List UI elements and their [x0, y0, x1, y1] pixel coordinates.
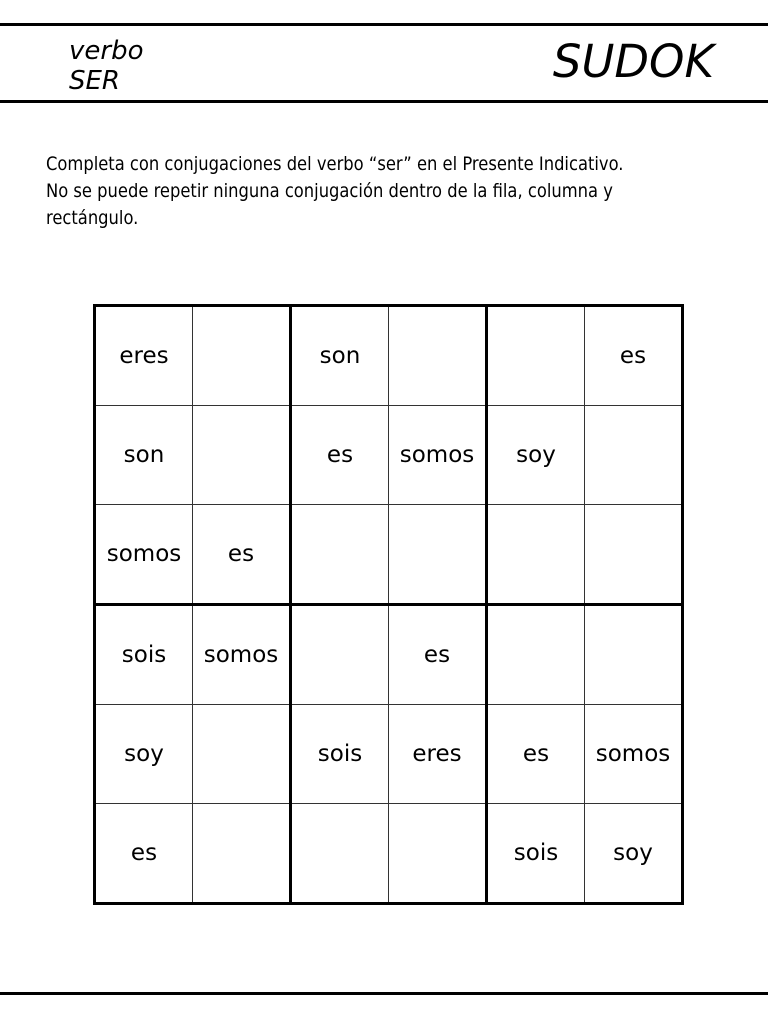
grid-cell[interactable]	[193, 804, 291, 904]
grid-cell[interactable]	[291, 406, 389, 505]
grid-cell[interactable]	[585, 804, 683, 904]
grid-cell-value: es	[423, 641, 451, 668]
grid-cell[interactable]	[487, 406, 585, 505]
grid-cell[interactable]	[389, 306, 487, 406]
verb-title	[69, 36, 143, 96]
grid-cell[interactable]	[193, 505, 291, 605]
grid-cell-value: sois	[513, 839, 559, 866]
grid-cell-value: somos	[595, 740, 671, 767]
grid-cell[interactable]	[95, 505, 193, 605]
grid-cell-value: soy	[613, 839, 653, 866]
grid-cell[interactable]	[291, 804, 389, 904]
grid-cell[interactable]	[487, 804, 585, 904]
grid-cell-value: es	[130, 839, 158, 866]
grid-row	[95, 605, 683, 705]
bottom-rule	[0, 992, 768, 995]
instructions	[46, 151, 648, 232]
instructions-line-3: rectángulo.	[46, 207, 139, 229]
grid-cell[interactable]	[389, 804, 487, 904]
grid-row	[95, 705, 683, 804]
grid-cell-value: somos	[106, 540, 182, 567]
grid-cell-value: es	[619, 342, 647, 369]
grid-cell-value: son	[123, 441, 165, 468]
grid-cell[interactable]	[193, 406, 291, 505]
grid-cell[interactable]	[585, 505, 683, 605]
grid-cell-value: eres	[119, 342, 169, 369]
grid-cell[interactable]	[585, 306, 683, 406]
grid-cell[interactable]	[95, 406, 193, 505]
grid-cell[interactable]	[585, 406, 683, 505]
grid-cell-value: es	[227, 540, 255, 567]
grid-row	[95, 804, 683, 904]
grid-cell[interactable]	[95, 705, 193, 804]
header-rule	[0, 100, 768, 103]
grid-cell[interactable]	[389, 406, 487, 505]
grid-row	[95, 505, 683, 605]
grid-cell[interactable]	[487, 505, 585, 605]
grid-cell[interactable]	[291, 306, 389, 406]
grid-cell[interactable]	[291, 705, 389, 804]
sudoku-grid	[93, 304, 684, 905]
instructions-line-2: No se puede repetir ninguna conjugación dentro de la fila, columna y	[46, 180, 613, 202]
grid-cell[interactable]	[95, 605, 193, 705]
grid-cell-value: sois	[121, 641, 167, 668]
grid-cell[interactable]	[95, 306, 193, 406]
grid-cell[interactable]	[487, 306, 585, 406]
grid-row	[95, 306, 683, 406]
top-rule	[0, 23, 768, 26]
grid-cell-value: eres	[412, 740, 462, 767]
grid-cell-value: son	[319, 342, 361, 369]
instructions-line-1: Completa con conjugaciones del verbo “ser” en el Presente Indicativo.	[46, 153, 624, 175]
grid-cell[interactable]	[487, 605, 585, 705]
verb-title-line-1: verbo	[69, 36, 144, 66]
grid-cell-value: sois	[317, 740, 363, 767]
grid-cell-value: soy	[124, 740, 164, 767]
page-title: SUDOK	[552, 35, 714, 88]
grid-cell[interactable]	[95, 804, 193, 904]
grid-cell[interactable]	[193, 306, 291, 406]
grid-cell[interactable]	[291, 605, 389, 705]
grid-cell-value: soy	[516, 441, 556, 468]
grid-cell[interactable]	[193, 705, 291, 804]
grid-cell[interactable]	[193, 605, 291, 705]
grid-cell[interactable]	[487, 705, 585, 804]
grid-cell-value: somos	[399, 441, 475, 468]
grid-cell[interactable]	[585, 605, 683, 705]
grid-cell-value: somos	[203, 641, 279, 668]
grid-cell[interactable]	[389, 705, 487, 804]
verb-title-line-2: SER	[69, 66, 120, 96]
grid-cell[interactable]	[585, 705, 683, 804]
grid-cell[interactable]	[291, 505, 389, 605]
grid-row	[95, 406, 683, 505]
grid-cell[interactable]	[389, 505, 487, 605]
grid-cell-value: es	[326, 441, 354, 468]
grid-cell[interactable]	[389, 605, 487, 705]
grid-cell-value: es	[522, 740, 550, 767]
